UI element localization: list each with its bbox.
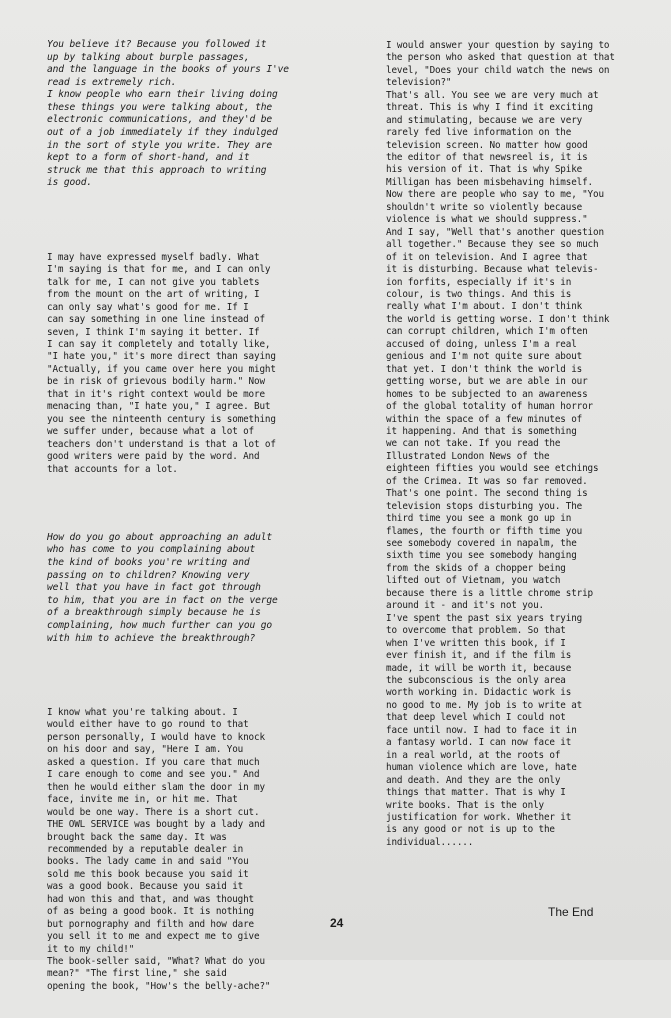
answer-3: I would answer your question by saying to the person who asked that question at that level, "Does your child watch the news on television?" That's all. You see we are very much at threat. This is why I find it exciting and stimulating, because we are very rarely fed live information on the television screen. No matter how good the editor of that newsreel is, it is his version of it. That is why Spike Milligan has been misbehaving himself. Now there are people who say to me, "You shouldn't write so violently because violence is what we should suppress." And I say, "Well that's another question all together." Because they see so much of it on television. And I agree that it is disturbing. Because what televis- ion forfits, especially if it's in colour, is two things. And this is really what I'm about. I don't think the world is getting worse. I don't think can corrupt children, which I'm often accused of doing, unless I'm a real genious and I'm not quite sure about that yet. I don't think the world is getting worse, but we are able in our homes to be subjected to an awareness of the global totality of human horror within the space of a few minutes of it happening. And that is something we can not take. If you read the Illustrated London News of the eighteen fifties you would see etchings of the Crimea. It was so far removed. That's one point. The second thing is television stops disturbing you. The third time you see a monk go up in flames, the fourth or fifth time you see somebody covered in napalm, the sixth time you see somebody hanging from the skids of a chopper being lifted out of Vietnam, you watch because there is a little chrome strip around it - and it's not you. I've spent the past six years trying to overcome that problem. So that when I've written this book, if I ever finish it, and if the film is made, it will be worth it, because the subconscious is the only area worth working in. Didactic work is no good to me. My job is to write at that deep level which I could not face until now. I had to face it in a fantasy world. I can now face it in a real world, at the roots of human violence which are love, hate and death. And they are the only things that matter. That is why I write books. That is the only justification for work. Whether it is any good or not is up to the individual......	[386, 39, 615, 848]
answer-1: I may have expressed myself badly. What I'm saying is that for me, and I can only talk for me, I can not give you tablets from the mount on the art of writing, I can only say what's good for me. If I can say something in one line instead of seven, I think I'm saying it better. If I can say it completely and totally like, "I hate you," it's more direct than saying "Actually, if you came over here you might be in risk of grievous bodily harm." Now that in it's right context would be more menacing than, "I hate you," I agree. But you see the ninteenth century is something we suffer under, because what a lot of teachers don't understand is that a lot of good writers were paid by the word. And that accounts for a lot.	[47, 251, 276, 475]
question-1: You believe it? Because you followed it up by talking about burple passages, and the language in the books of yours I've read is extremely rich. I know people who earn their living doing these things you were talking about, the electronic communications, and they'd be out of a job immediately if they indulged in the sort of style you write. They are kept to a form of short-hand, and it struck me that this approach to writing is good.	[47, 38, 289, 189]
left-column	[47, 14, 337, 1018]
the-end-label: The End	[548, 905, 594, 919]
right-column	[386, 15, 668, 874]
page-number: 24	[330, 916, 344, 930]
answer-2: I know what you're talking about. I would either have to go round to that person personally, I would have to knock on his door and say, "Here I am. You asked a question. If you care that much I care enough to come and see you." And then he would either slam the door in my face, invite me in, or hit me. That would be one way. There is a short cut. THE OWL SERVICE was bought by a lady and brought back the same day. It was recommended by a reputable dealer in books. The lady came in and said "You sold me this book because you said it was a good book. Because you said it had won this and that, and was thought of as being a good book. It is nothing but pornography and filth and how dare you sell it to me and expect me to give it to my child!" The book-seller said, "What? What do you mean?" "The first line," she said opening the book, "How's the belly-ache?"	[47, 706, 271, 992]
question-2: How do you go about approaching an adult who has come to you complaining about the kind of books you're writing and passing on to children? Knowing very well that you have in fact got through to him, that you are in fact on the verge of a breakthrough simply because he is complaining, how much further can you go with him to achieve the breakthrough?	[47, 531, 278, 644]
